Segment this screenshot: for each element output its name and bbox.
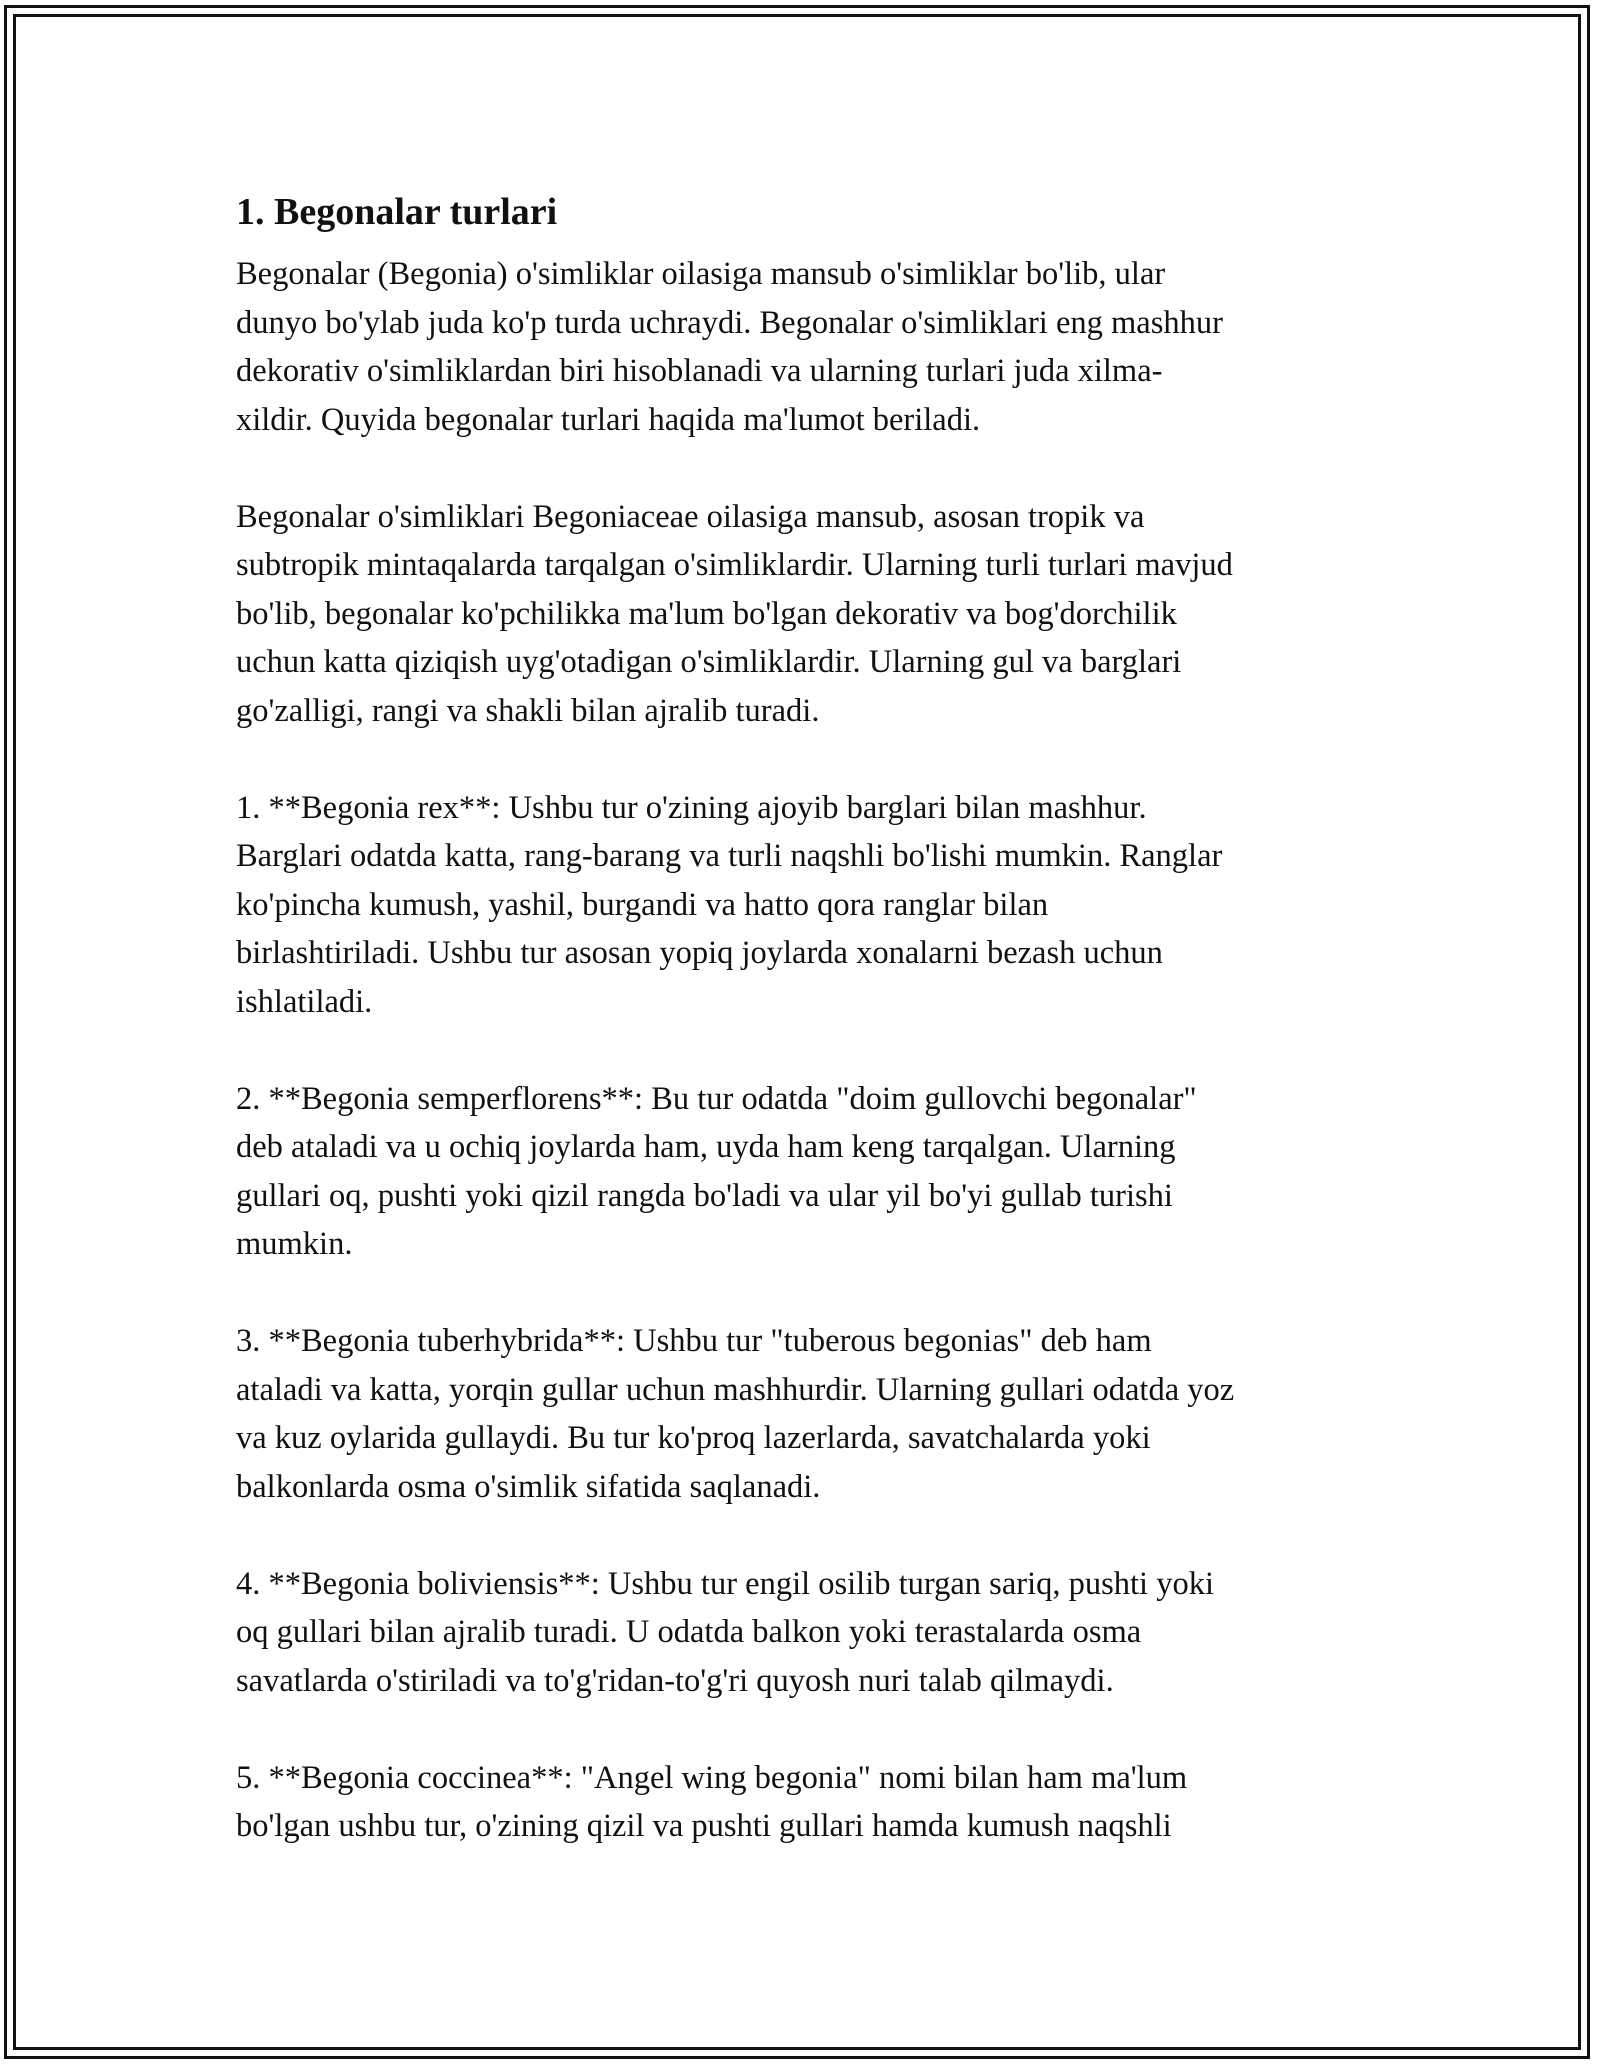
text-line: 3. **Begonia tuberhybrida**: Ushbu tur "tuberous begonias" deb ham	[236, 1323, 1152, 1359]
text-line: ishlatiladi.	[236, 983, 373, 1020]
paragraph-family	[236, 493, 1376, 736]
text-line: deb ataladi va u ochiq joylarda ham, uyda ham keng tarqalgan. Ularning	[236, 1129, 1176, 1165]
text-line: oq gullari bilan ajralib turadi. U odatda balkon yoki terastalarda osma	[236, 1614, 1142, 1650]
text-line: 5. **Begonia coccinea**: "Angel wing begonia" nomi bilan ham ma'lum	[236, 1759, 1188, 1796]
text-line: Begonalar (Begonia) o'simliklar oilasiga mansub o'simliklar bo'lib, ular	[236, 256, 1166, 292]
document-body	[236, 186, 1376, 1899]
text-line: birlashtiriladi. Ushbu tur asosan yopiq joylarda xonalarni bezash uchun	[236, 935, 1163, 971]
text-line: Begonalar o'simliklari Begoniaceae oilasiga mansub, asosan tropik va	[236, 498, 1145, 535]
text-line: balkonlarda osma o'simlik sifatida saqlanadi.	[236, 1468, 821, 1505]
text-line: subtropik mintaqalarda tarqalgan o'simliklardir. Ularning turli turlari mavjud	[236, 547, 1233, 583]
list-item-begonia-rex	[236, 784, 1376, 1027]
text-line: bo'lib, begonalar ko'pchilikka ma'lum bo'lgan dekorativ va bog'dorchilik	[236, 595, 1177, 632]
text-line: 2. **Begonia semperflorens**: Bu tur odatda "doim gullovchi begonalar"	[236, 1080, 1197, 1117]
paragraph-intro	[236, 250, 1376, 444]
text-line: dunyo bo'ylab juda ko'p turda uchraydi. Begonalar o'simliklari eng mashhur	[236, 304, 1223, 341]
text-line: savatlarda o'stiriladi va to'g'ridan-to'g'ri quyosh nuri talab qilmaydi.	[236, 1662, 1114, 1699]
list-item-begonia-coccinea	[236, 1754, 1376, 1851]
text-line: bo'lgan ushbu tur, o'zining qizil va pushti gullari hamda kumush naqshli	[236, 1808, 1172, 1844]
list-item-begonia-boliviensis	[236, 1560, 1376, 1706]
text-line: ataladi va katta, yorqin gullar uchun mashhurdir. Ularning gullari odatda yoz	[236, 1371, 1235, 1408]
text-line: dekorativ o'simliklardan biri hisoblanadi va ularning turlari juda xilma-	[236, 353, 1163, 389]
list-item-begonia-tuberhybrida	[236, 1317, 1376, 1511]
text-line: mumkin.	[236, 1226, 353, 1262]
text-line: 1. **Begonia rex**: Ushbu tur o'zining ajoyib barglari bilan mashhur.	[236, 789, 1147, 826]
text-line: uchun katta qiziqish uyg'otadigan o'simliklardir. Ularning gul va barglari	[236, 644, 1182, 680]
text-line: 4. **Begonia boliviensis**: Ushbu tur engil osilib turgan sariq, pushti yoki	[236, 1565, 1214, 1602]
text-line: ko'pincha kumush, yashil, burgandi va hatto qora ranglar bilan	[236, 886, 1049, 923]
text-line: gullari oq, pushti yoki qizil rangda bo'ladi va ular yil bo'yi gullab turishi	[236, 1177, 1173, 1214]
text-line: xildir. Quyida begonalar turlari haqida ma'lumot beriladi.	[236, 401, 981, 438]
section-heading: 1. Begonalar turlari	[236, 191, 558, 233]
text-line: go'zalligi, rangi va shakli bilan ajralib turadi.	[236, 692, 820, 729]
text-line: va kuz oylarida gullaydi. Bu tur ko'proq lazerlarda, savatchalarda yoki	[236, 1420, 1151, 1456]
text-line: Barglari odatda katta, rang-barang va turli naqshli bo'lishi mumkin. Ranglar	[236, 838, 1223, 874]
list-item-begonia-semperflorens	[236, 1075, 1376, 1269]
